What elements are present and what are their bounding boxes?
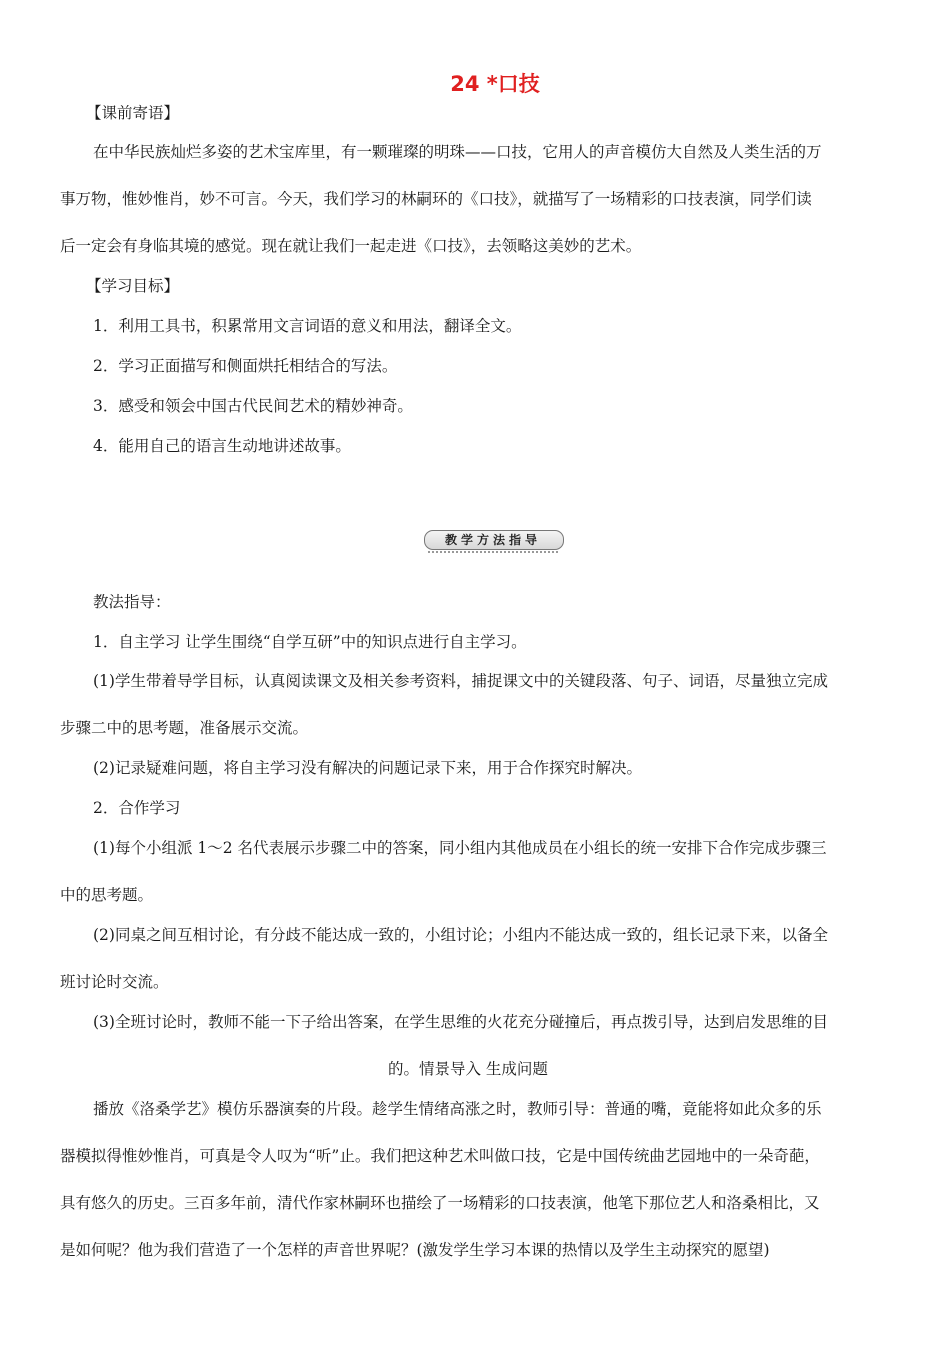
method-line: 2．合作学习 <box>93 799 181 817</box>
goal-item: 3．感受和领会中国古代民间艺术的精妙神奇。 <box>93 397 413 415</box>
method-line: 是如何呢？他为我们营造了一个怎样的声音世界呢？(激发学生学习本课的热情以及学生主动探究的愿望) <box>60 1241 770 1259</box>
page-title: 24 *口技 <box>450 72 540 96</box>
method-line: (3)全班讨论时，教师不能一下子给出答案，在学生思维的火花充分碰撞后，再点拨引导，达到启发思维的目 <box>93 1013 828 1031</box>
method-line: (1)学生带着导学目标，认真阅读课文及相关参考资料，捕捉课文中的关键段落、句子、词语，尽量独立完成 <box>93 672 828 690</box>
method-line: 的。情景导入 生成问题 <box>388 1060 548 1078</box>
goals-heading: 【学习目标】 <box>86 277 180 295</box>
preface-heading: 【课前寄语】 <box>86 104 180 122</box>
method-line: 中的思考题。 <box>60 886 154 904</box>
method-line: 步骤二中的思考题，准备展示交流。 <box>60 719 309 737</box>
goal-item: 2．学习正面描写和侧面烘托相结合的写法。 <box>93 357 398 375</box>
preface-line: 事万物，惟妙惟肖，妙不可言。今天，我们学习的林嗣环的《口技》，就描写了一场精彩的口技表演，同学们读 <box>60 190 812 208</box>
goal-item: 1．利用工具书，积累常用文言词语的意义和用法，翻译全文。 <box>93 317 522 335</box>
method-line: 播放《洛桑学艺》模仿乐器演奏的片段。趁学生情绪高涨之时，教师引导：普通的嘴，竟能将如此众多的乐 <box>93 1100 822 1118</box>
goal-item: 4．能用自己的语言生动地讲述故事。 <box>93 437 351 455</box>
method-line: 1．自主学习 让学生围绕“自学互研”中的知识点进行自主学习。 <box>93 633 527 651</box>
method-line: 教法指导： <box>93 593 171 611</box>
method-line: 器模拟得惟妙惟肖，可真是令人叹为“听”止。我们把这种艺术叫做口技，它是中国传统曲艺园地中的一朵奇葩， <box>60 1147 820 1165</box>
preface-line: 后一定会有身临其境的感觉。现在就让我们一起走进《口技》，去领略这美妙的艺术。 <box>60 237 642 255</box>
method-line: 班讨论时交流。 <box>60 973 169 991</box>
method-line: (1)每个小组派 1～2 名代表展示步骤二中的答案，同小组内其他成员在小组长的统一安排下合作完成步骤三 <box>93 839 827 857</box>
method-line: (2)记录疑难问题，将自主学习没有解决的问题记录下来，用于合作探究时解决。 <box>93 759 642 777</box>
banner-label: 教学方法指导 <box>444 533 541 547</box>
method-line: 具有悠久的历史。三百多年前，清代作家林嗣环也描绘了一场精彩的口技表演，他笔下那位艺人和洛桑相比，又 <box>60 1194 820 1212</box>
section-banner <box>418 527 568 553</box>
method-line: (2)同桌之间互相讨论，有分歧不能达成一致的，小组讨论；小组内不能达成一致的，组长记录下来，以备全 <box>93 926 828 944</box>
preface-line: 在中华民族灿烂多姿的艺术宝库里，有一颗璀璨的明珠——口技，它用人的声音模仿大自然及人类生活的万 <box>93 143 822 161</box>
